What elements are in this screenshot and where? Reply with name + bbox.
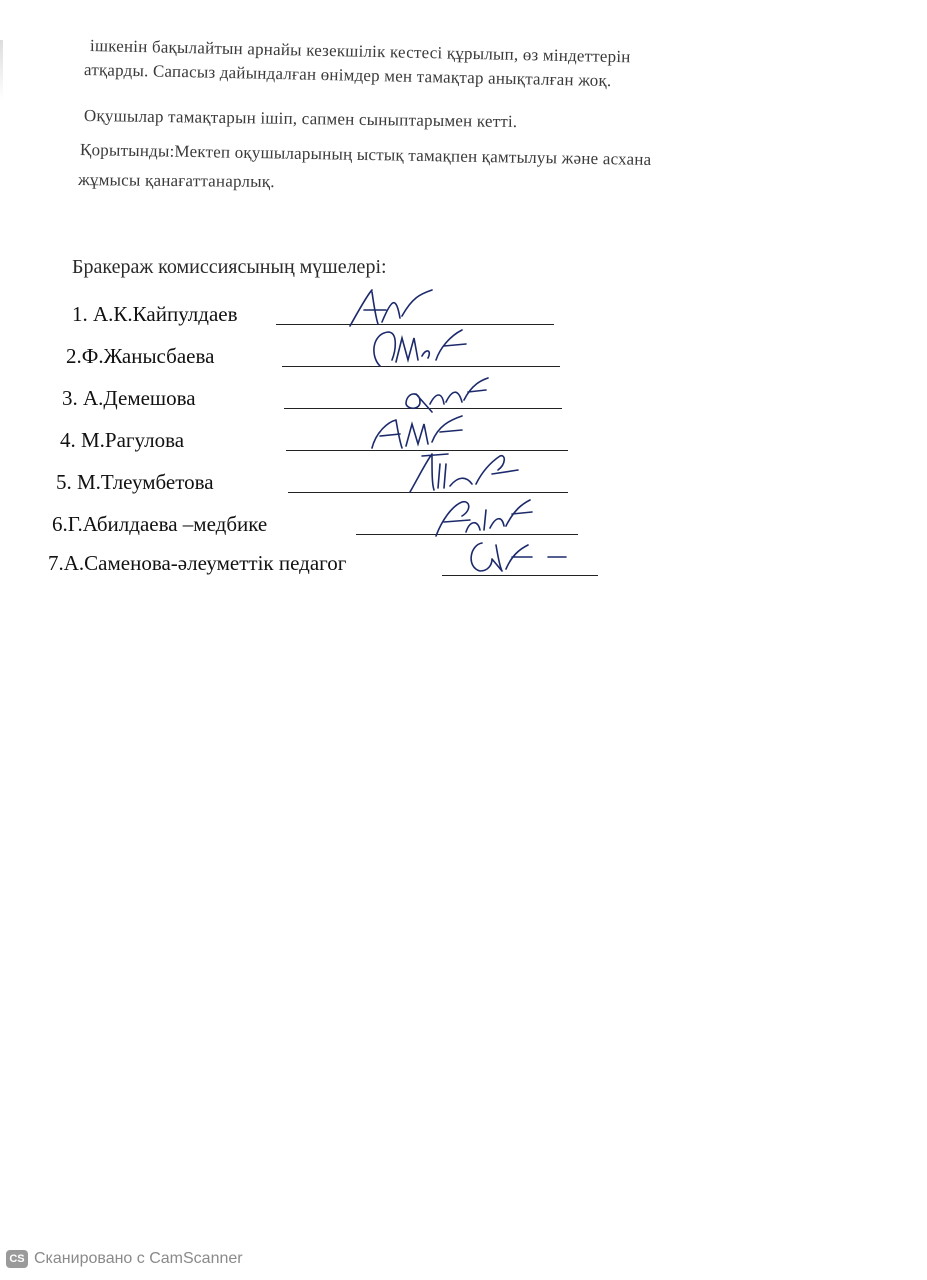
member-name-6: 6.Г.Абилдаева –медбике (52, 512, 268, 536)
conclusion-line-2: жұмысы қанағаттанарлық. (77, 170, 275, 192)
camscanner-footer (6, 1250, 243, 1268)
member-row-3 (62, 386, 196, 411)
signature-5 (402, 448, 532, 498)
signature-2 (366, 326, 476, 372)
camscanner-logo-icon: CS (6, 1250, 28, 1268)
body-line-2: атқарды. Сапасыз дайындалған өнімдер мен тамақтар анықталған жоқ. (83, 60, 612, 91)
body-line-1: ішкенін бақылайтын арнайы кезекшілік кестесі құрылып, өз міндеттерін (89, 36, 631, 67)
scan-edge-mark (0, 40, 3, 100)
member-name-1: 1. А.К.Кайпулдаев (72, 302, 238, 326)
member-name-4: 4. М.Рагулова (60, 428, 185, 452)
member-row-1 (72, 302, 238, 327)
camscanner-text: Сканировано с CamScanner (34, 1250, 243, 1267)
member-row-7 (48, 551, 346, 576)
signature-1 (342, 288, 452, 330)
commission-heading: Бракераж комиссиясының мүшелері: (72, 256, 387, 278)
body-line-3: Оқушылар тамақтарын ішіп, сапмен сыныптарымен кетті. (83, 106, 518, 132)
conclusion-line-1: Қорытынды:Мектеп оқушыларының ыстық тамақпен қамтылуы және асхана (79, 140, 652, 169)
member-name-2: 2.Ф.Жанысбаева (66, 344, 215, 368)
signature-7 (462, 537, 572, 577)
signature-3 (396, 374, 496, 416)
signature-6 (430, 496, 540, 542)
member-name-3: 3. А.Демешова (62, 386, 196, 410)
member-name-7: 7.А.Саменова-әлеуметтік педагог (48, 551, 347, 575)
member-row-4 (60, 428, 184, 453)
member-row-6 (52, 512, 267, 537)
member-row-5 (56, 470, 214, 495)
member-row-2 (66, 344, 214, 369)
member-name-5: 5. М.Тлеумбетова (56, 470, 214, 494)
